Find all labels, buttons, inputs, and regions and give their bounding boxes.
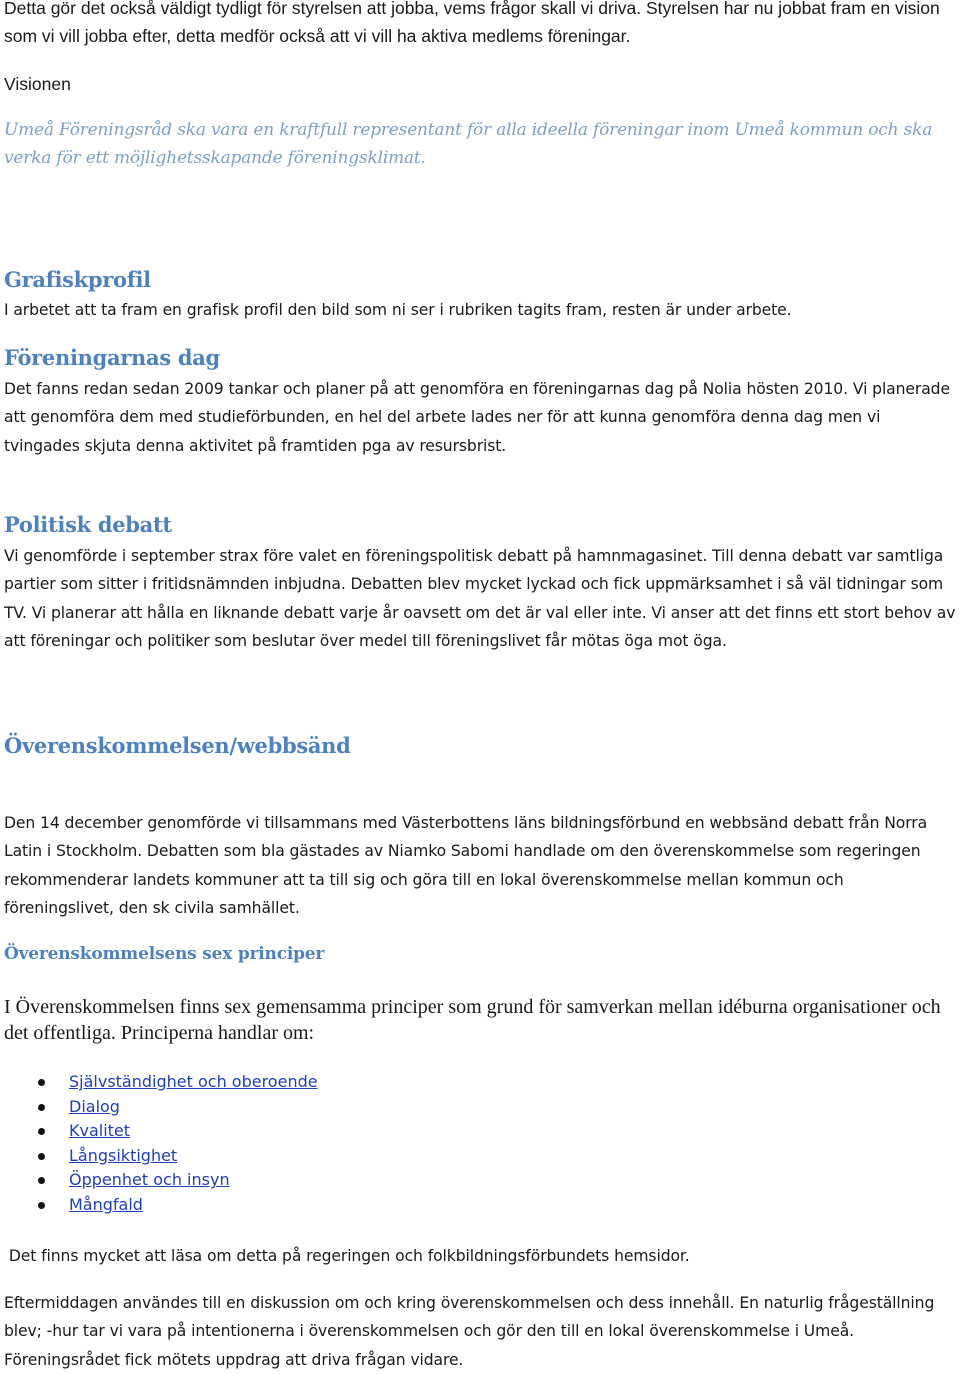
principer-intro: I Överenskommelsen finns sex gemensamma principer som grund för samverkan mellan idéburna organisationer och det offentliga. Principerna handlar om:	[4, 996, 941, 1044]
list-item	[69, 1168, 318, 1193]
intro-paragraph: Detta gör det också väldigt tydligt för styrelsen att jobba, vems frågor skall vi driva. Styrelsen har nu jobbat fram en vision som vi vill jobba efter, detta medför också att vi vill ha aktiva medlems föreningar.	[4, 0, 940, 46]
list-item	[69, 1193, 318, 1218]
list-item	[69, 1070, 318, 1095]
principles-list	[0, 1070, 318, 1218]
list-item	[69, 1144, 318, 1169]
principle-link-sjalvstandighet[interactable]: Självständighet och oberoende	[69, 1072, 318, 1091]
politisk-debatt-paragraph: Vi genomförde i september strax före valet en föreningspolitisk debatt på hamnmagasinet. Till denna debatt var samtliga partier som sitter i fritidsnämnden inbjudna. Debatten blev mycket lyckad och fick uppmärksamhet i så väl tidningar som TV. Vi planerar att hålla en liknande debatt varje år oavsett om det är val eller inte. Vi anser att det finns ett stort behov av att föreningar och politiker som beslutar över medel till föreningslivet får mötas öga mot öga.	[4, 547, 956, 651]
vision-quote: Umeå Föreningsråd ska vara en kraftfull representant för alla ideella föreningar inom Umeå kommun och ska verka för ett möjlighetsskapande föreningsklimat.	[4, 120, 933, 168]
list-item	[69, 1119, 318, 1144]
read-more-paragraph: Det finns mycket att läsa om detta på regeringen och folkbildningsförbundets hemsidor.	[4, 1247, 690, 1265]
principle-link-dialog[interactable]: Dialog	[69, 1096, 120, 1116]
principle-link-oppenhet[interactable]: Öppenhet och insyn	[69, 1170, 230, 1190]
list-item	[69, 1095, 318, 1120]
principle-link-langsiktighet[interactable]: Långsiktighet	[69, 1145, 178, 1165]
heading-principer: Överenskommelsens sex principer	[4, 944, 325, 964]
heading-politisk-debatt: Politisk debatt	[4, 512, 172, 537]
foreningarnas-dag-paragraph: Det fanns redan sedan 2009 tankar och planer på att genomföra en föreningarnas dag på Nolia hösten 2010. Vi planerade att genomföra dem med studieförbunden, en hel del arbete lades ner för att kunna genomföra denna dag men vi tvingades skjuta denna aktivitet på framtiden pga av resursbrist.	[4, 380, 950, 455]
eftermiddag-paragraph: Eftermiddagen användes till en diskussion om och kring överenskommelsen och dess innehåll. En naturlig frågeställning blev; -hur tar vi vara på intentionerna i överenskommelsen och gör den till en lokal överenskommelse i Umeå. Föreningsrådet fick mötets uppdrag att driva frågan vidare.	[4, 1294, 935, 1369]
heading-foreningarnas-dag: Föreningarnas dag	[4, 345, 220, 370]
vision-label: Visionen	[4, 74, 71, 94]
grafiskprofil-paragraph: I arbetet att ta fram en grafisk profil den bild som ni ser i rubriken tagits fram, resten är under arbete.	[4, 301, 792, 319]
overenskommelsen-paragraph: Den 14 december genomförde vi tillsammans med Västerbottens läns bildningsförbund en webbsänd debatt från Norra Latin i Stockholm. Debatten som bla gästades av Niamko Sabomi handlade om den överenskommelse som regeringen rekommenderar landets kommuner att ta till sig och göra till en lokal överenskommelse mellan kommun och föreningslivet, den sk civila samhället.	[4, 814, 928, 918]
principle-link-mangfald[interactable]: Mångfald	[69, 1194, 143, 1214]
heading-grafiskprofil: Grafiskprofil	[4, 267, 151, 292]
heading-overenskommelsen: Överenskommelsen/webbsänd	[4, 733, 351, 758]
principle-link-kvalitet[interactable]: Kvalitet	[69, 1121, 131, 1141]
